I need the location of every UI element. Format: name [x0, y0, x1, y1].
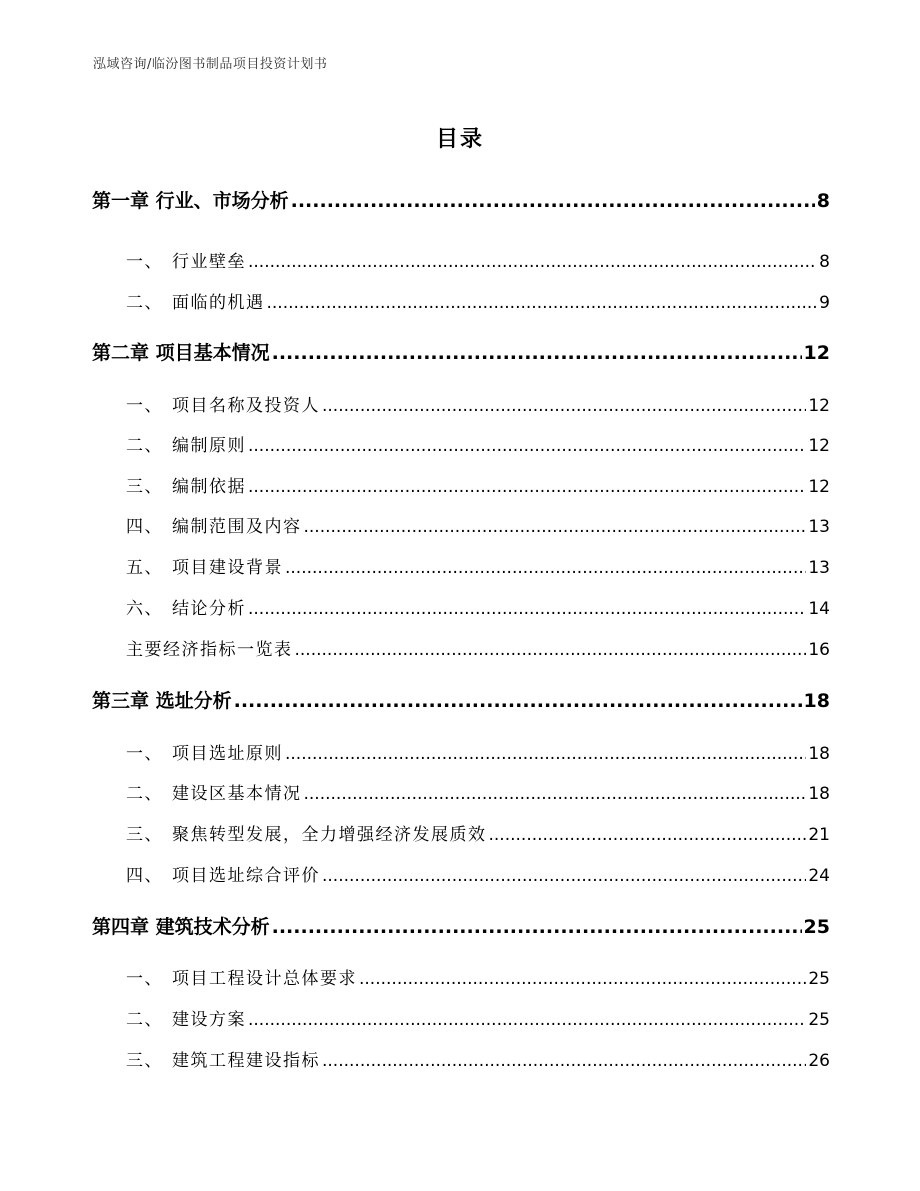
toc-leader — [248, 252, 817, 272]
toc-entry-label: 第二章 项目基本情况 — [92, 342, 270, 364]
toc-section-number: 六、 — [126, 599, 163, 619]
toc-page-number: 12 — [803, 342, 830, 364]
toc-section[interactable] — [126, 431, 830, 456]
toc-leader — [272, 916, 802, 938]
toc-leader — [285, 744, 806, 764]
toc-section-number: 一、 — [126, 252, 163, 272]
toc-section-number: 三、 — [126, 1051, 163, 1071]
toc-leader — [234, 690, 802, 712]
toc-entry-label: 第一章 行业、市场分析 — [92, 190, 289, 212]
toc-entry-label: 建设方案 — [172, 1010, 246, 1030]
toc-section-number: 二、 — [126, 1010, 163, 1030]
toc-page-number: 12 — [808, 477, 830, 497]
toc-entry-label: 项目工程设计总体要求 — [172, 969, 357, 989]
toc-section-number: 二、 — [126, 293, 163, 313]
page-header: 泓域咨询/临汾图书制品项目投资计划书 — [93, 57, 328, 72]
toc-leader — [322, 1051, 806, 1071]
toc-leader — [248, 436, 806, 456]
toc-entry-label: 第四章 建筑技术分析 — [92, 916, 270, 938]
toc-entry-label: 编制范围及内容 — [172, 517, 302, 537]
toc-page-number: 25 — [803, 916, 830, 938]
toc-section-number: 一、 — [126, 969, 163, 989]
toc-page-number: 25 — [808, 969, 830, 989]
toc-section-number: 二、 — [126, 436, 163, 456]
toc-page-number: 26 — [808, 1051, 830, 1071]
toc-entry-label: 项目建设背景 — [172, 558, 283, 578]
toc-section[interactable] — [126, 288, 830, 313]
toc-entry-label: 建设区基本情况 — [172, 784, 302, 804]
toc-section[interactable] — [126, 779, 830, 804]
toc-entry-label: 编制原则 — [172, 436, 246, 456]
toc-leader — [248, 477, 806, 497]
toc-entry-label: 编制依据 — [172, 477, 246, 497]
toc-entry-label: 聚焦转型发展，全力增强经济发展质效 — [172, 825, 487, 845]
toc-page-number: 18 — [803, 690, 830, 712]
toc-leader — [291, 190, 815, 212]
toc-page-number: 8 — [819, 252, 830, 272]
toc-section[interactable] — [126, 391, 830, 416]
toc-page-number: 13 — [808, 558, 830, 578]
toc-section-number: 一、 — [126, 744, 163, 764]
toc-leader — [322, 866, 806, 886]
toc-section-number: 二、 — [126, 784, 163, 804]
toc-section[interactable] — [126, 820, 830, 845]
toc-chapter-2[interactable] — [92, 338, 830, 365]
toc-page-number: 8 — [816, 190, 830, 212]
toc-page-number: 12 — [808, 436, 830, 456]
toc-leader — [359, 969, 806, 989]
toc-section[interactable] — [126, 739, 830, 764]
toc-leader — [248, 599, 806, 619]
toc-section[interactable] — [126, 553, 830, 578]
toc-leader — [304, 784, 807, 804]
toc-chapter-3[interactable] — [92, 686, 830, 713]
toc-entry-label: 面临的机遇 — [172, 293, 265, 313]
toc-leader — [322, 396, 806, 416]
toc-entry-label: 第三章 选址分析 — [92, 690, 232, 712]
toc-section[interactable] — [126, 635, 830, 660]
toc-section-number: 五、 — [126, 558, 163, 578]
toc-section-number: 三、 — [126, 477, 163, 497]
toc-page-number: 16 — [808, 640, 830, 660]
toc-section[interactable] — [126, 964, 830, 989]
toc-entry-label: 行业壁垒 — [172, 252, 246, 272]
toc-section-number: 一、 — [126, 396, 163, 416]
toc-entry-label: 主要经济指标一览表 — [126, 640, 293, 660]
toc-section[interactable] — [126, 512, 830, 537]
toc-entry-label: 项目选址原则 — [172, 744, 283, 764]
toc-chapter-4[interactable] — [92, 912, 830, 939]
toc-entry-label: 建筑工程建设指标 — [172, 1051, 320, 1071]
toc-title: 目录 — [435, 127, 484, 152]
toc-entry-label: 项目选址综合评价 — [172, 866, 320, 886]
toc-leader — [248, 1010, 806, 1030]
toc-leader — [267, 293, 818, 313]
toc-page-number: 25 — [808, 1010, 830, 1030]
toc-section-number: 四、 — [126, 866, 163, 886]
toc-page-number: 13 — [808, 517, 830, 537]
toc-chapter-1[interactable] — [92, 186, 830, 213]
toc-section[interactable] — [126, 1046, 830, 1071]
toc-section[interactable] — [126, 247, 830, 272]
toc-leader — [285, 558, 806, 578]
toc-section-number: 三、 — [126, 825, 163, 845]
toc-section[interactable] — [126, 1005, 830, 1030]
toc-page-number: 14 — [808, 599, 830, 619]
toc-entry-label: 结论分析 — [172, 599, 246, 619]
toc-leader — [489, 825, 807, 845]
toc-leader — [295, 640, 807, 660]
toc-page-number: 18 — [808, 784, 830, 804]
toc-section-number: 四、 — [126, 517, 163, 537]
toc-entry-label: 项目名称及投资人 — [172, 396, 320, 416]
toc-section[interactable] — [126, 861, 830, 886]
toc-page-number: 21 — [808, 825, 830, 845]
toc-section[interactable] — [126, 472, 830, 497]
toc-leader — [272, 342, 802, 364]
toc-page-number: 24 — [808, 866, 830, 886]
toc-section[interactable] — [126, 594, 830, 619]
toc-page-number: 12 — [808, 396, 830, 416]
toc-page-number: 9 — [819, 293, 830, 313]
toc-page-number: 18 — [808, 744, 830, 764]
toc-leader — [304, 517, 807, 537]
